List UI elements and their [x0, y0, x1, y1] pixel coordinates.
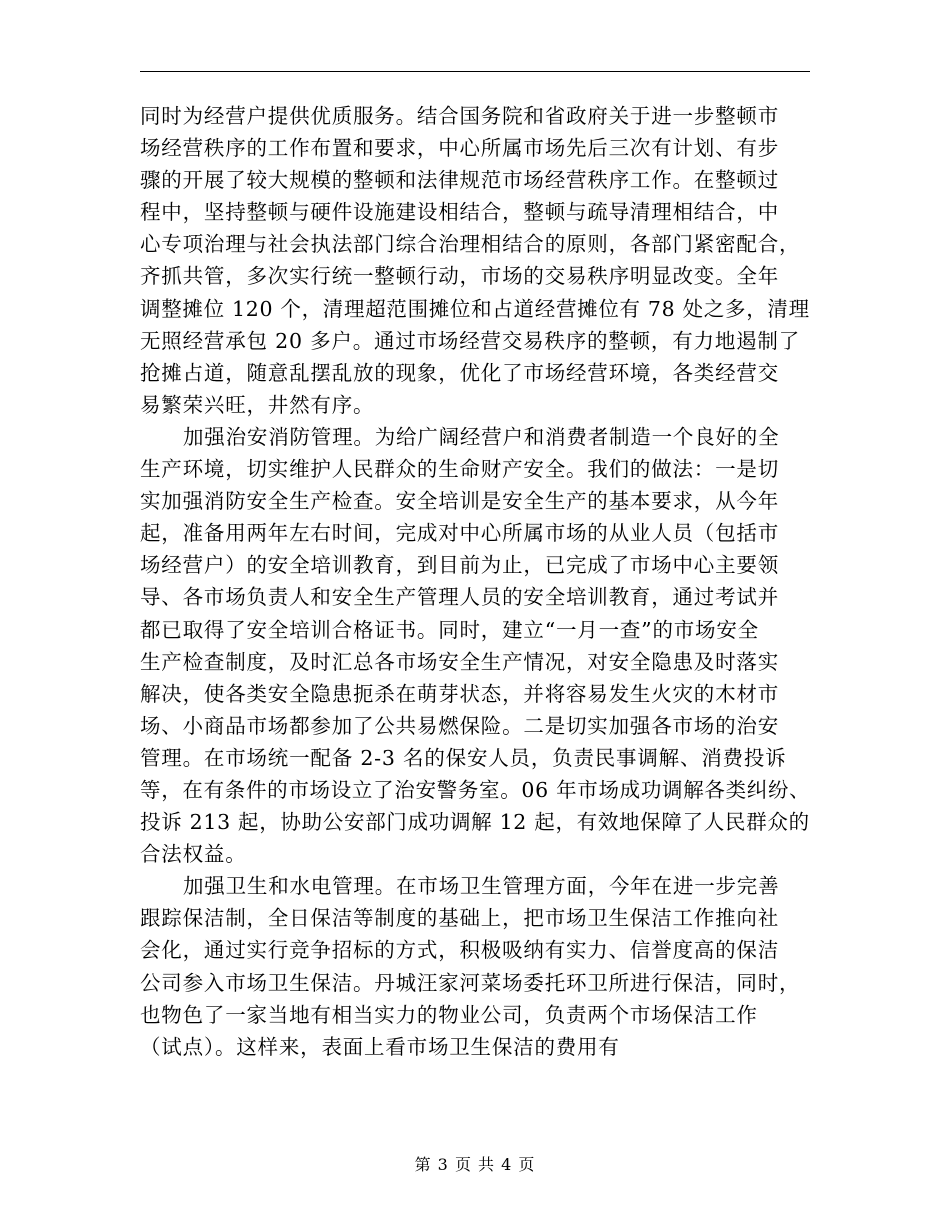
text-line: 心专项治理与社会执法部门综合治理相结合的原则，各部门紧密配合，	[140, 232, 801, 257]
text-line: 生产检查制度，及时汇总各市场安全生产情况，对安全隐患及时落实	[140, 649, 779, 674]
text-line: 场、小商品市场都参加了公共易燃保险。二是切实加强各市场的治安	[140, 713, 779, 738]
text-line: 程中，坚持整顿与硬件设施建设相结合，整顿与疏导清理相结合，中	[140, 200, 779, 225]
text-line: 起，准备用两年左右时间，完成对中心所属市场的从业人员（包括市	[140, 521, 779, 546]
text-line: 抢摊占道，随意乱摆乱放的现象，优化了市场经营环境，各类经营交	[140, 360, 779, 385]
page-footer	[0, 1152, 950, 1175]
text-line: 调整摊位 120 个，清理超范围摊位和占道经营摊位有 78 处之多，清理	[140, 296, 810, 321]
text-line: 易繁荣兴旺，井然有序。	[140, 392, 375, 417]
text-line: 场经营秩序的工作布置和要求，中心所属市场先后三次有计划、有步	[140, 136, 779, 161]
text-line: 等，在有条件的市场设立了治安警务室。06 年市场成功调解各类纠纷、	[140, 777, 811, 802]
text-line: 投诉 213 起，协助公安部门成功调解 12 起，有效地保障了人民群众的	[140, 810, 810, 835]
text-line: 加强治安消防管理。为给广阔经营户和消费者制造一个良好的全	[183, 424, 780, 449]
text-line: 都已取得了安全培训合格证书。同时，建立“一月一查”的市场安全	[140, 617, 759, 642]
text-line: 公司参入市场卫生保洁。丹城汪家河菜场委托环卫所进行保洁，同时，	[140, 970, 801, 995]
text-line: 合法权益。	[140, 842, 247, 867]
text-line: 实加强消防安全生产检查。安全培训是安全生产的基本要求，从今年	[140, 489, 779, 514]
paragraph-2	[140, 421, 812, 870]
text-line: 骤的开展了较大规模的整顿和法律规范市场经营秩序工作。在整顿过	[140, 168, 779, 193]
text-line: 生产环境，切实维护人民群众的生命财产安全。我们的做法：一是切	[140, 457, 779, 482]
text-line: 解决，使各类安全隐患扼杀在萌芽状态，并将容易发生火灾的木材市	[140, 681, 779, 706]
text-line: 无照经营承包 20 多户。通过市场经营交易秩序的整顿，有力地遏制了	[140, 328, 801, 353]
document-body	[140, 100, 812, 1063]
page-number-label: 第 3 页 共 4 页	[414, 1155, 536, 1174]
text-line: （试点）。这样来，表面上看市场卫生保洁的费用有	[140, 1034, 620, 1059]
text-line: 齐抓共管，多次实行统一整顿行动，市场的交易秩序明显改变。全年	[140, 264, 779, 289]
text-line: 跟踪保洁制，全日保洁等制度的基础上，把市场卫生保洁工作推向社	[140, 906, 779, 931]
text-line: 场经营户）的安全培训教育，到目前为止，已完成了市场中心主要领	[140, 553, 779, 578]
paragraph-3	[140, 870, 812, 1063]
paragraph-1	[140, 100, 812, 421]
text-line: 同时为经营户提供优质服务。结合国务院和省政府关于进一步整顿市	[140, 104, 779, 128]
text-line: 也物色了一家当地有相当实力的物业公司，负责两个市场保洁工作	[140, 1002, 758, 1027]
text-line: 管理。在市场统一配备 2-3 名的保安人员，负责民事调解、消费投诉	[140, 745, 787, 770]
text-line: 会化，通过实行竞争招标的方式，积极吸纳有实力、信誉度高的保洁	[140, 938, 779, 963]
header-rule	[140, 71, 810, 72]
text-line: 加强卫生和水电管理。在市场卫生管理方面，今年在进一步完善	[183, 874, 780, 899]
text-line: 导、各市场负责人和安全生产管理人员的安全培训教育，通过考试并	[140, 585, 779, 610]
